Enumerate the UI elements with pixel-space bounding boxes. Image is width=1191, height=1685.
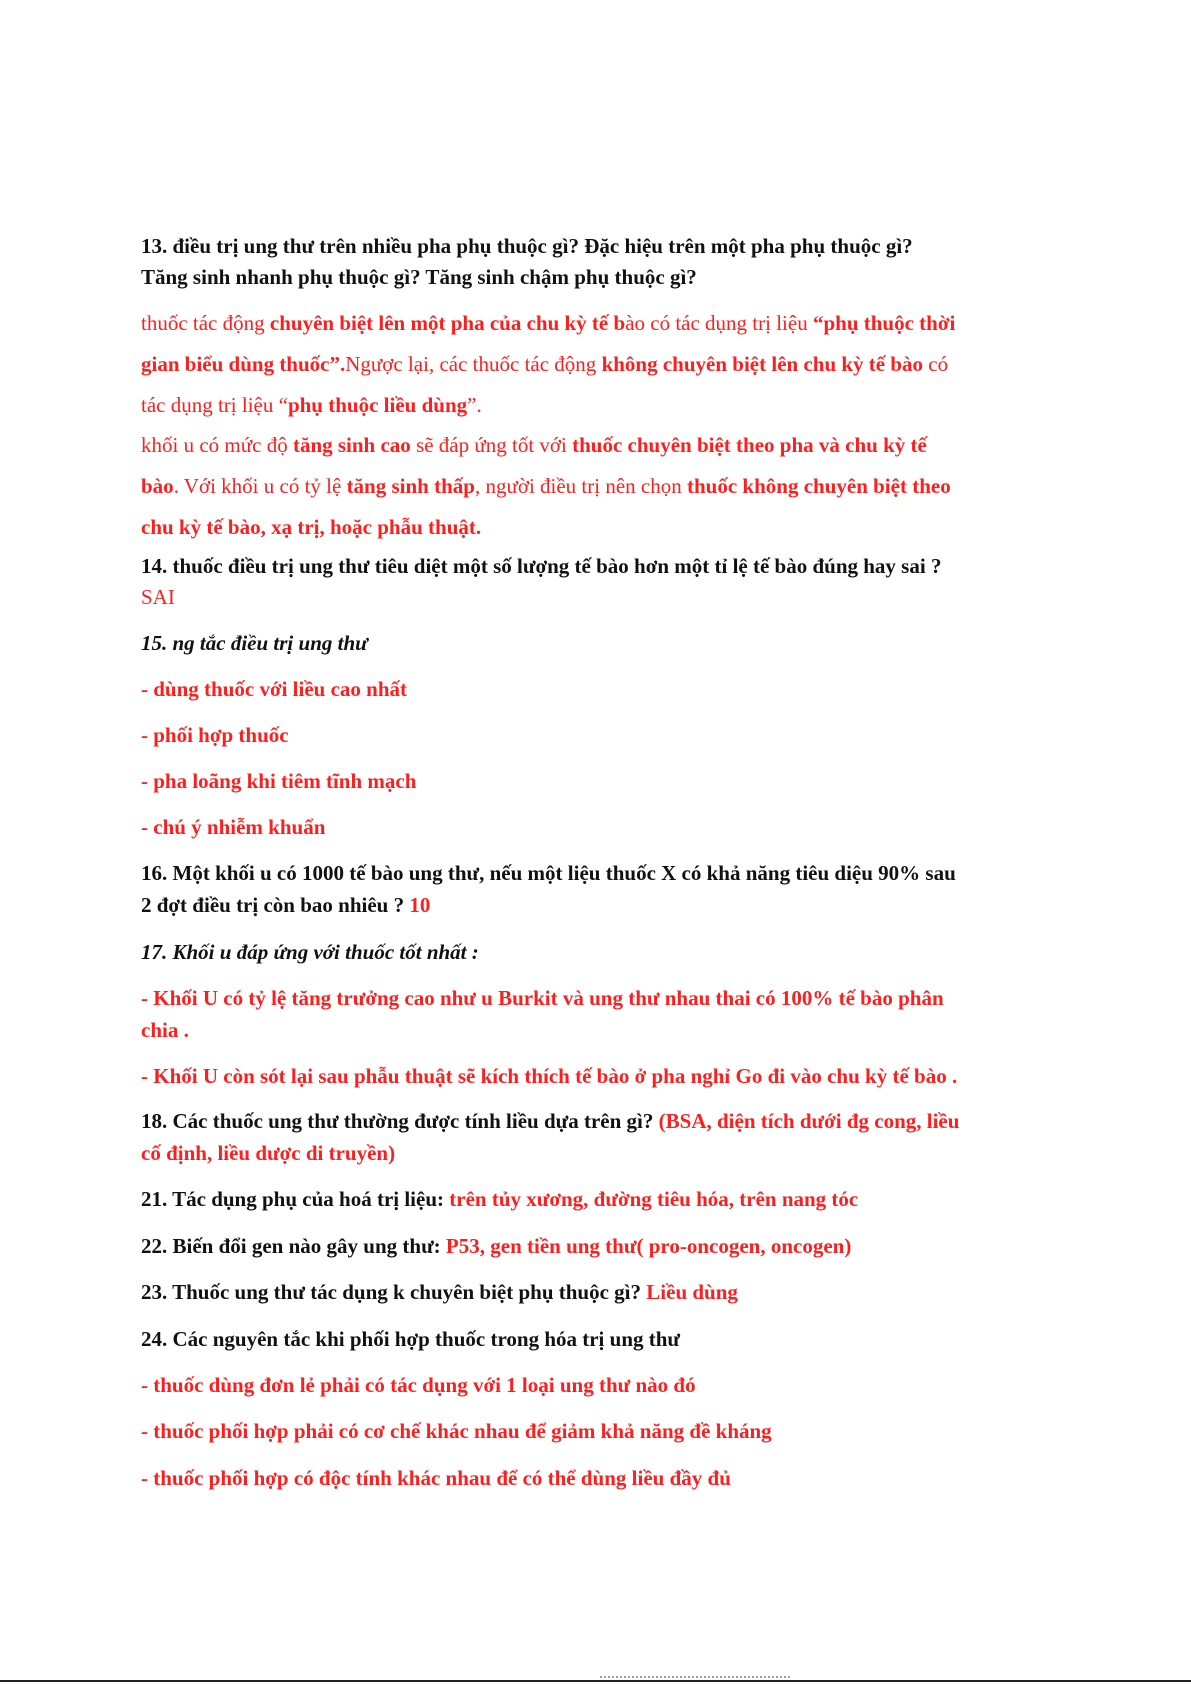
q15-item: - phối hợp thuốc bbox=[141, 723, 289, 747]
q15-item: - dùng thuốc với liều cao nhất bbox=[141, 677, 408, 701]
q15-item: - pha loãng khi tiêm tĩnh mạch bbox=[141, 769, 417, 793]
q16-question-line1: 16. Một khối u có 1000 tế bào ung thư, nếu một liệu thuốc X có khả năng tiêu diệu 90% sau bbox=[141, 861, 956, 885]
q13-question-line1: 13. điều trị ung thư trên nhiều pha phụ thuộc gì? Đặc hiệu trên một pha phụ thuộc gì? bbox=[141, 234, 913, 258]
q13-answer-line2: gian biểu dùng thuốc”.Ngược lại, các thuốc tác động không chuyên biệt lên chu kỳ tế bào có bbox=[141, 352, 949, 376]
q16-answer: 10 bbox=[409, 893, 431, 917]
q18-answer-line2: cố định, liều dược di truyền) bbox=[141, 1141, 396, 1165]
footer-rule bbox=[0, 1680, 1191, 1682]
q14-question: 14. thuốc điều trị ung thư tiêu diệt một số lượng tế bào hơn một tỉ lệ tế bào đúng hay sai ? bbox=[141, 554, 942, 578]
q23-answer: Liều dùng bbox=[646, 1280, 738, 1304]
q13-answer-line3: tác dụng trị liệu “phụ thuộc liều dùng”. bbox=[141, 393, 482, 417]
q13-question-line2: Tăng sinh nhanh phụ thuộc gì? Tăng sinh chậm phụ thuộc gì? bbox=[141, 265, 697, 289]
q24-item: - thuốc phối hợp có độc tính khác nhau để có thể dùng liều đầy đủ bbox=[141, 1466, 731, 1490]
q17-answer2: - Khối U còn sót lại sau phẫu thuật sẽ kích thích tế bào ở pha nghỉ Go đi vào chu kỳ tế bào . bbox=[141, 1064, 958, 1088]
q16-question-line2: 2 đợt điều trị còn bao nhiêu ? 10 bbox=[141, 893, 431, 917]
q21-answer: trên tủy xương, đường tiêu hóa, trên nang tóc bbox=[449, 1187, 859, 1211]
q18-answer: (BSA, diện tích dưới đg cong, liều bbox=[658, 1109, 960, 1133]
q17-answer1-line2: chia . bbox=[141, 1018, 189, 1042]
q13-answer-line1: thuốc tác động chuyên biệt lên một pha của chu kỳ tế bào có tác dụng trị liệu “phụ thuộc thời bbox=[141, 311, 956, 335]
q13-answer2-line1: khối u có mức độ tăng sinh cao sẽ đáp ứng tốt với thuốc chuyên biệt theo pha và chu kỳ tế bbox=[141, 433, 927, 457]
q15-item: - chú ý nhiễm khuẩn bbox=[141, 815, 326, 839]
q21-line: 21. Tác dụng phụ của hoá trị liệu: trên tủy xương, đường tiêu hóa, trên nang tóc bbox=[141, 1187, 859, 1211]
q22-answer: P53, gen tiền ung thư( pro-oncogen, oncogen) bbox=[445, 1234, 852, 1258]
q14-answer: SAI bbox=[141, 585, 175, 609]
q23-line: 23. Thuốc ung thư tác dụng k chuyên biệt phụ thuộc gì? Liều dùng bbox=[141, 1280, 738, 1304]
q13-answer2-line2: bào. Với khối u có tỷ lệ tăng sinh thấp, người điều trị nên chọn thuốc không chuyên biệt theo bbox=[141, 474, 951, 498]
q24-question: 24. Các nguyên tắc khi phối hợp thuốc trong hóa trị ung thư bbox=[141, 1327, 681, 1351]
q22-line: 22. Biến đổi gen nào gây ung thư: P53, gen tiền ung thư( pro-oncogen, oncogen) bbox=[141, 1234, 852, 1258]
q24-item: - thuốc dùng đơn lẻ phải có tác dụng với 1 loại ung thư nào đó bbox=[141, 1373, 696, 1397]
q15-question: 15. ng tắc điều trị ung thư bbox=[141, 631, 368, 655]
q24-item: - thuốc phối hợp phải có cơ chế khác nhau để giảm khả năng đề kháng bbox=[141, 1419, 772, 1443]
q18-question-line1: 18. Các thuốc ung thư thường được tính liều dựa trên gì? (BSA, diện tích dưới đg cong, liều bbox=[141, 1109, 960, 1133]
q13-answer2-line3: chu kỳ tế bào, xạ trị, hoặc phẫu thuật. bbox=[141, 515, 482, 539]
q17-answer1-line1: - Khối U có tỷ lệ tăng trưởng cao như u Burkit và ung thư nhau thai có 100% tế bào phân bbox=[141, 986, 944, 1010]
q17-question: 17. Khối u đáp ứng với thuốc tốt nhất : bbox=[141, 940, 479, 964]
